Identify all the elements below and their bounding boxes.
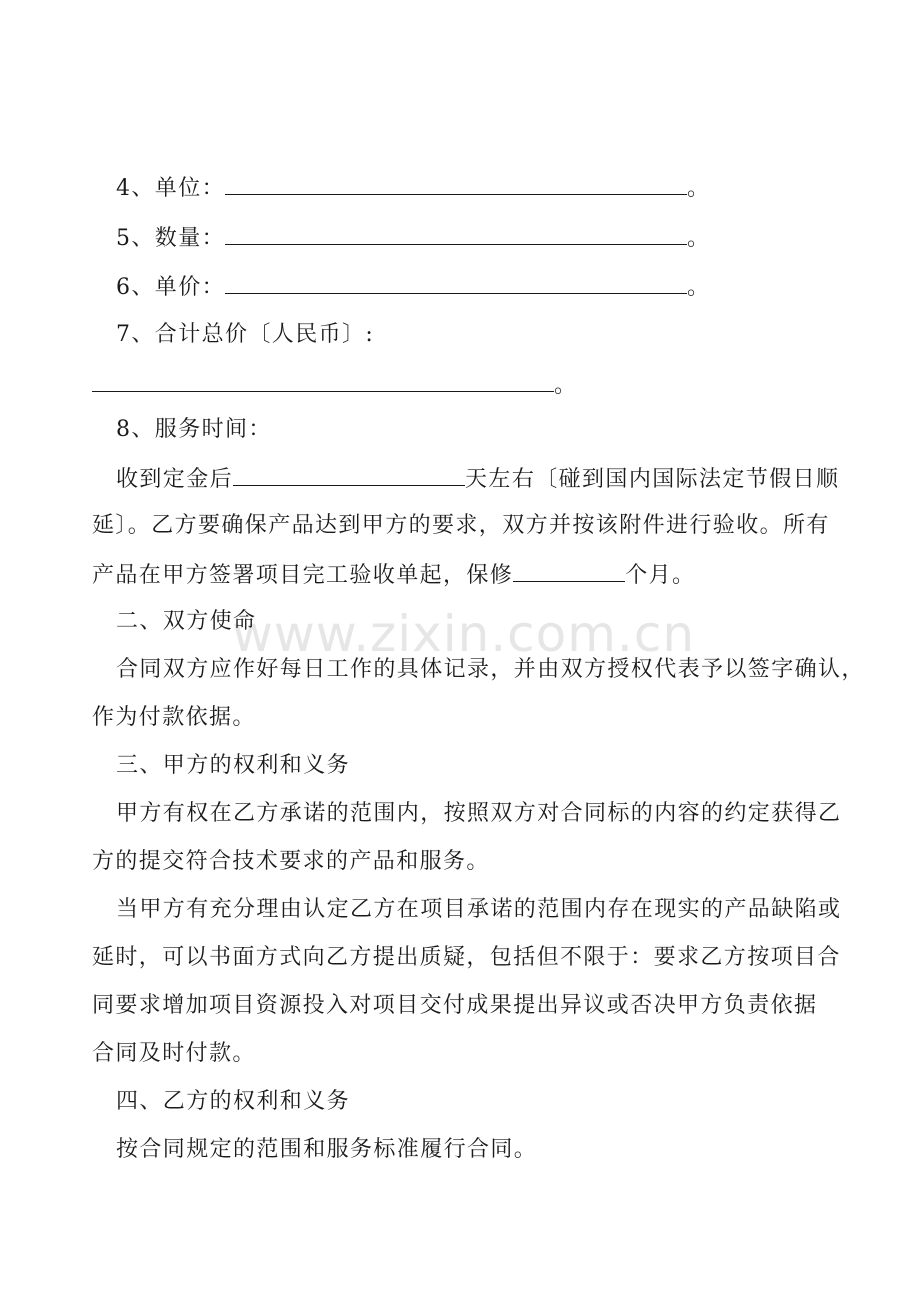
- quantity-period: 。: [687, 226, 711, 251]
- section-2-heading: 二、双方使命: [116, 609, 257, 634]
- unit-price-label: 6、单价：: [116, 275, 225, 300]
- item-service-time: 8、服务时间：: [116, 417, 272, 442]
- service-line-1: [116, 463, 839, 495]
- service-line-1-prefix: 收到定金后: [116, 467, 234, 492]
- service-line-3-suffix: 个月。: [625, 563, 696, 588]
- section-3-p1-line-1: 甲方有权在乙方承诺的范围内，按照双方对合同标的内容的约定获得乙: [116, 801, 842, 826]
- unit-price-blank[interactable]: [225, 271, 687, 294]
- item-unit-price: [116, 271, 710, 303]
- item-quantity: [116, 222, 710, 254]
- unit-price-period: 。: [687, 275, 711, 300]
- service-line-1-suffix: 天左右〔碰到国内国际法定节假日顺: [465, 467, 840, 492]
- watermark: www.zixin.com.cn: [232, 605, 696, 663]
- section-3-heading: 三、甲方的权利和义务: [116, 753, 351, 778]
- total-price-blank[interactable]: [92, 369, 554, 392]
- section-3-p2-line-4: 合同及时付款。: [92, 1041, 256, 1066]
- unit-label: 4、单位：: [116, 176, 225, 201]
- unit-blank[interactable]: [225, 172, 687, 195]
- item-total-price: 7、合计总价〔人民币〕:: [116, 322, 375, 347]
- unit-period: 。: [687, 176, 711, 201]
- section-4-line-1: 按合同规定的范围和服务标准履行合同。: [116, 1137, 538, 1162]
- service-days-blank[interactable]: [233, 463, 465, 486]
- section-3-p2-line-1: 当甲方有充分理由认定乙方在项目承诺的范围内存在现实的产品缺陷或: [116, 897, 842, 922]
- total-price-period: 。: [554, 373, 578, 398]
- service-line-2: 延〕。乙方要确保产品达到甲方的要求，双方并按该附件进行验收。所有: [92, 513, 830, 538]
- section-3-p2-line-2: 延时，可以书面方式向乙方提出质疑，包括但不限于：要求乙方按项目合: [92, 945, 841, 970]
- quantity-label: 5、数量：: [116, 226, 225, 251]
- section-3-p1-line-2: 方的提交符合技术要求的产品和服务。: [92, 849, 490, 874]
- service-line-3: [92, 559, 695, 591]
- total-price-blank-line: [92, 369, 577, 401]
- section-3-p2-line-3: 同要求增加项目资源投入对项目交付成果提出异议或否决甲方负责依据: [92, 993, 818, 1018]
- section-4-heading: 四、乙方的权利和义务: [116, 1089, 351, 1114]
- item-unit: [116, 172, 710, 204]
- section-2-line-2: 作为付款依据。: [92, 705, 256, 730]
- section-2-line-1: 合同双方应作好每日工作的具体记录，并由双方授权代表予以签字确认，: [116, 657, 865, 682]
- quantity-blank[interactable]: [225, 222, 687, 245]
- warranty-months-blank[interactable]: [513, 559, 625, 582]
- service-line-3-prefix: 产品在甲方签署项目完工验收单起，保修: [92, 563, 514, 588]
